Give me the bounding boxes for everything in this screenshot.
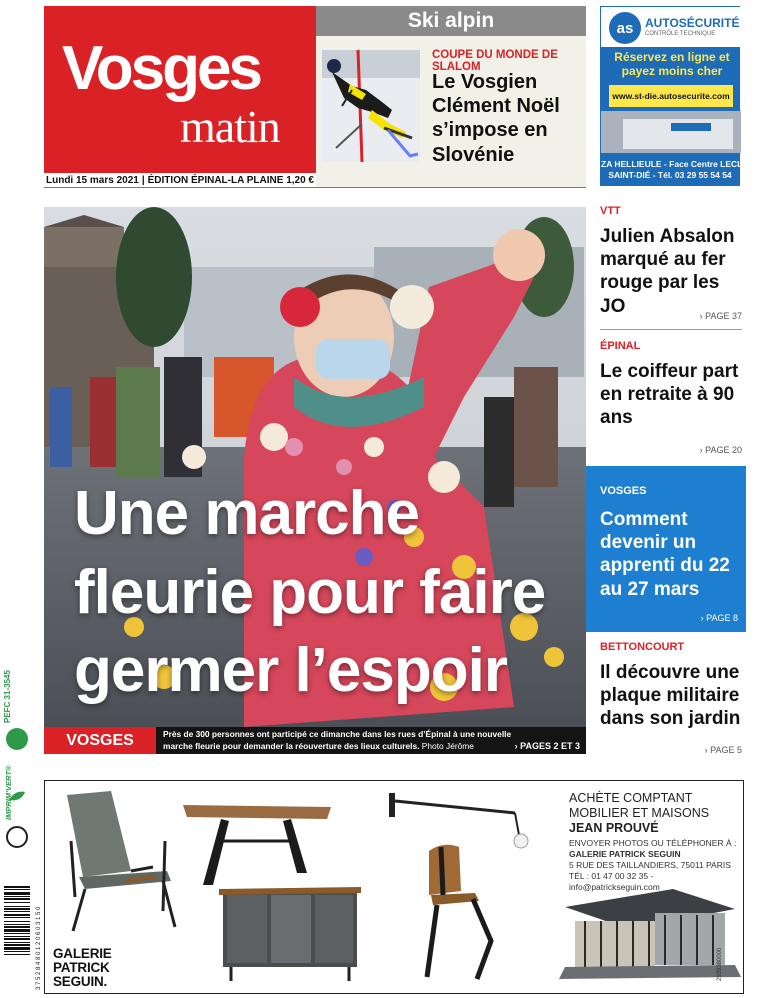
ad-address-line: ZA HELLIEULE - Face Centre LECLERC [601, 159, 760, 169]
ad-address: 5 RUE DES TAILLANDIERS, 75011 PARIS [569, 860, 731, 871]
skier-photo [322, 50, 420, 162]
story-vtt[interactable] [600, 205, 742, 327]
story-title[interactable]: Comment devenir un apprenti du 22 au 27 mars [600, 509, 730, 600]
ad-reference-number: 2939380000 [717, 947, 723, 981]
ad-brand-name: AUTOSÉCURITÉ [645, 16, 740, 30]
ad-headline-1: ACHÈTE COMPTANT [569, 791, 693, 805]
ad-building-image [601, 111, 741, 153]
ad-phone-email[interactable]: TÉL : 01 47 00 32 35 - info@patrickseguin.com [569, 871, 660, 893]
ad-designer-name: JEAN PROUVÉ [569, 820, 659, 835]
lamp-illustration [389, 793, 528, 848]
teaser-kicker: COUPE DU MONDE DE SLALOM [432, 49, 558, 73]
chair-illustration [67, 791, 175, 931]
pefc-logo-icon [6, 728, 28, 750]
dateline [44, 173, 316, 187]
barcode-number: 3 7 5 2 8 4 8 0 1 2 0 6 0 3 1 5 0 [36, 906, 42, 990]
ad-brand-sub: CONTRÔLE TECHNIQUE [645, 31, 716, 37]
caption-body: Près de 300 personnes ont participé ce dimanche dans les rues d’Épinal à une nouvelle marche fleurie pour demander la réouverture des lieux culturels. [163, 729, 512, 752]
story-kicker: VTT [600, 205, 621, 217]
teaser-section: Ski alpin [316, 6, 586, 36]
story-page-ref[interactable]: › PAGE 37 [699, 311, 742, 321]
header-rule [44, 187, 586, 188]
logo-title: Vosges [62, 34, 260, 103]
recycle-icon [6, 826, 28, 848]
teaser-headline[interactable]: Le Vosgien Clément Noël s’impose en Slovénie [432, 71, 560, 166]
logo-line-3: SEGUIN. [53, 973, 108, 989]
story-title[interactable]: Le coiffeur part en retraite à 90 ans [600, 361, 739, 429]
story-page-ref[interactable]: › PAGE 20 [699, 445, 742, 455]
main-page-ref[interactable]: › PAGES 2 ET 3 [514, 741, 580, 751]
logo-line-2: PATRICK [53, 959, 110, 975]
photo-caption-bar [44, 727, 586, 764]
story-kicker: ÉPINAL [600, 340, 641, 352]
caption-section-label: VOSGES [44, 727, 156, 754]
main-photo[interactable] [44, 207, 586, 727]
barcode [4, 886, 30, 990]
ad-promo-text: Réservez en ligne et payez moins cher [614, 50, 730, 78]
issue-price: 1,20 € [286, 174, 314, 186]
ad-brand-bar [601, 7, 741, 47]
story-kicker: BETTONCOURT [600, 641, 685, 653]
ad-website[interactable]: www.st-die.autosecurite.com [609, 85, 733, 107]
standard-chair-illustration [427, 845, 491, 979]
photo-credit: Photo Jérôme HUMBRECHT [163, 741, 474, 764]
story-page-ref[interactable]: › PAGE 8 [700, 613, 738, 623]
main-headline[interactable]: Une marche fleurie pour faire germer l’espoir [74, 479, 546, 706]
imprim-vert-label: IMPRIM’VERT® [4, 765, 13, 820]
ad-gallery-name: GALERIE PATRICK SEGUIN [569, 849, 681, 860]
photo-caption [163, 728, 515, 765]
story-bettoncourt[interactable] [600, 641, 742, 761]
story-title[interactable]: Il découvre une plaque militaire dans son jardin [600, 662, 741, 730]
ad-city-phone: SAINT-DIÉ - Tél. 03 29 55 54 54 [608, 169, 732, 180]
pefc-label: PEFC 31-3545 [3, 670, 12, 723]
ad-headline [569, 791, 709, 835]
story-epinal[interactable] [600, 340, 742, 460]
ad-contact-block [569, 838, 743, 893]
story-page-ref[interactable]: › PAGE 5 [704, 745, 742, 755]
ad-contact-intro: ENVOYER PHOTOS OU TÉLÉPHONER À : [569, 838, 737, 848]
ad-address [601, 159, 760, 180]
story-vosges[interactable] [586, 466, 746, 632]
story-kicker: VOSGES [600, 485, 647, 497]
logo-subtitle: matin [180, 101, 280, 152]
dateline-separator: | [141, 174, 145, 186]
house-illustration [559, 889, 741, 979]
story-title[interactable]: Julien Absalon marqué au fer rouge par les JO [600, 226, 735, 317]
masthead-logo[interactable] [44, 6, 316, 173]
autosecurite-logo-icon: as [609, 12, 641, 44]
issue-date: Lundi 15 mars 2021 [46, 174, 139, 186]
sideboard-illustration [219, 887, 361, 981]
barcode-stripe [4, 954, 30, 955]
ad-autosecurite[interactable] [600, 6, 760, 186]
ad-galerie-seguin[interactable] [44, 780, 744, 994]
table-illustration [183, 805, 331, 885]
ad-headline-2: MOBILIER ET MAISONS [569, 805, 710, 820]
teaser-ski[interactable] [316, 6, 586, 187]
galerie-seguin-logo [53, 947, 112, 988]
logo-line-1: GALERIE [53, 946, 112, 961]
story-divider [600, 329, 742, 330]
edition-name: ÉDITION ÉPINAL-LA PLAINE [147, 174, 284, 186]
